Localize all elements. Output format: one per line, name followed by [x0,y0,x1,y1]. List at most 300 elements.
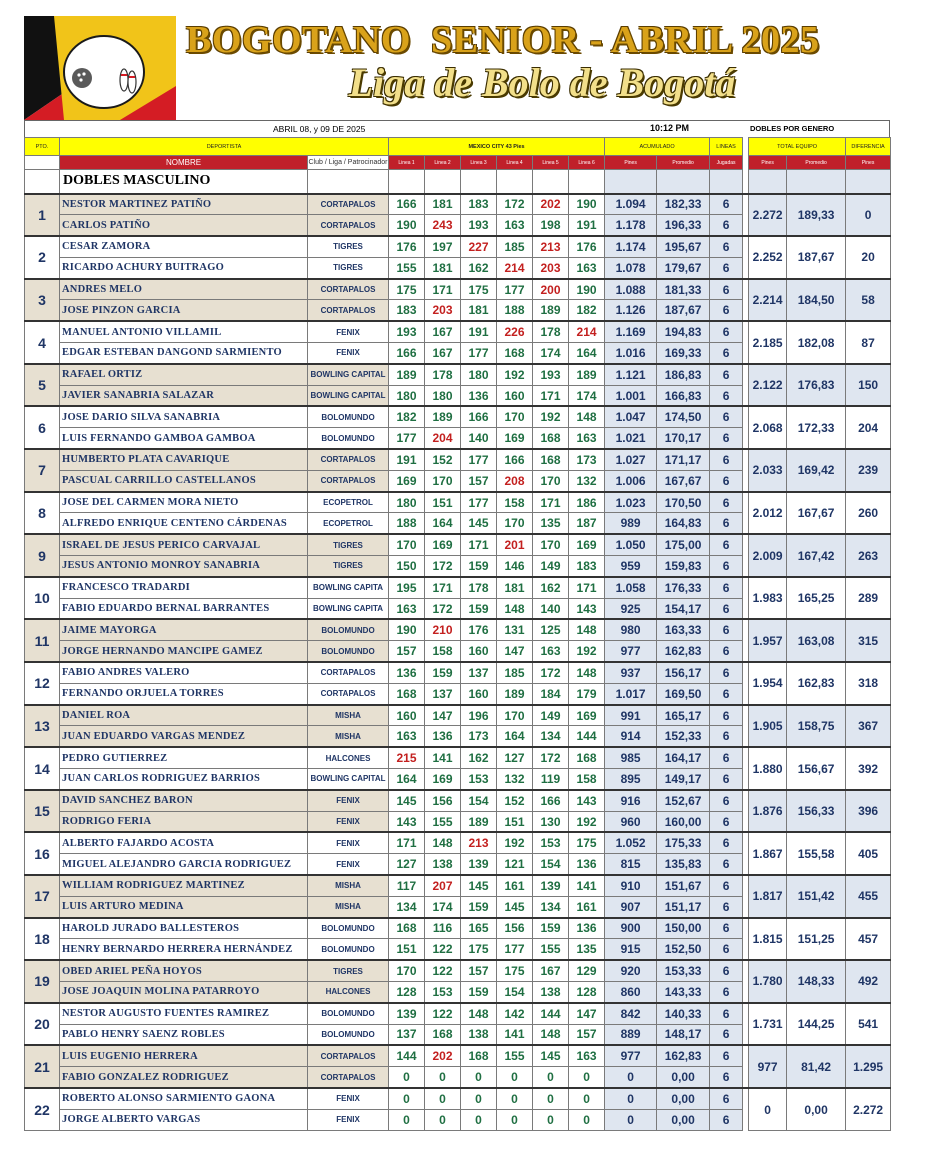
line-score: 164 [389,769,425,790]
line-score: 177 [461,449,497,470]
league-logo [24,16,176,120]
line-score: 172 [533,662,569,683]
venue-header: MEXICO CITY 43 Pies [389,138,605,156]
line-score: 157 [461,470,497,491]
line-score: 177 [389,428,425,449]
team-total-pines: 1.731 [749,1003,787,1046]
line-score: 171 [425,577,461,598]
line-score: 150 [389,556,425,577]
line-score: 163 [389,598,425,619]
player-row [25,534,891,555]
line-score: 214 [569,321,605,342]
line-score: 181 [497,577,533,598]
player-name: HAROLD JURADO BALLESTEROS [60,918,308,939]
player-promedio: 152,67 [657,790,710,811]
team-promedio-header: Promedio [787,156,846,170]
player-club: FENIX [308,790,389,811]
line-score: 153 [461,769,497,790]
player-jugadas: 6 [710,960,743,981]
player-pines: 900 [605,918,657,939]
player-jugadas: 6 [710,513,743,534]
line-score: 147 [497,641,533,662]
line-score: 168 [533,449,569,470]
player-club: FENIX [308,832,389,853]
line-score: 171 [425,279,461,300]
player-club: BOLOMUNDO [308,1024,389,1045]
player-pines: 1.021 [605,428,657,449]
player-club: BOLOMUNDO [308,1003,389,1024]
line-score: 0 [569,1067,605,1088]
team-difference: 405 [846,832,891,875]
section-blank [308,170,389,194]
line-score: 196 [461,705,497,726]
team-total-pines: 1.905 [749,705,787,748]
player-name: LUIS ARTURO MEDINA [60,896,308,917]
player-row [25,960,891,981]
player-row [25,918,891,939]
player-promedio: 186,83 [657,364,710,385]
player-club: CORTAPALOS [308,215,389,236]
player-pines: 980 [605,619,657,640]
line-score: 202 [425,1045,461,1066]
line-score: 144 [533,1003,569,1024]
team-average: 187,67 [787,236,846,279]
line-score: 185 [497,236,533,257]
player-jugadas: 6 [710,492,743,513]
player-name: JAIME MAYORGA [60,619,308,640]
player-club: MISHA [308,726,389,747]
line-score: 177 [461,492,497,513]
team-total-pines: 1.876 [749,790,787,833]
player-promedio: 182,33 [657,194,710,215]
team-difference: 455 [846,875,891,918]
player-promedio: 187,67 [657,300,710,321]
line-score: 159 [461,981,497,1002]
player-jugadas: 6 [710,1024,743,1045]
player-club: FENIX [308,854,389,875]
line-score: 178 [425,364,461,385]
team-pines-header: Pines [749,156,787,170]
line-score: 122 [425,1003,461,1024]
player-club: HALCONES [308,981,389,1002]
player-jugadas: 6 [710,1003,743,1024]
line-score: 168 [461,1045,497,1066]
line-score: 162 [461,747,497,768]
player-name: ANDRES MELO [60,279,308,300]
player-promedio: 162,83 [657,1045,710,1066]
line-score: 192 [497,364,533,385]
player-row [25,619,891,640]
line-score: 149 [533,556,569,577]
player-club: CORTAPALOS [308,194,389,215]
line-score: 128 [389,981,425,1002]
line-score: 180 [461,364,497,385]
player-jugadas: 6 [710,449,743,470]
player-pines: 989 [605,513,657,534]
player-jugadas: 6 [710,556,743,577]
line-score: 174 [425,896,461,917]
player-pines: 1.047 [605,406,657,427]
line-score: 243 [425,215,461,236]
line-score: 165 [461,918,497,939]
player-club: CORTAPALOS [308,1045,389,1066]
line-score: 154 [533,854,569,875]
gap [743,939,749,960]
player-name: FRANCESCO TRADARDI [60,577,308,598]
line-score: 0 [569,1088,605,1109]
player-pines: 1.001 [605,385,657,406]
player-pines: 0 [605,1109,657,1130]
player-promedio: 0,00 [657,1067,710,1088]
line-score: 157 [389,641,425,662]
player-name: PABLO HENRY SAENZ ROBLES [60,1024,308,1045]
event-mode: DOBLES POR GENERO [750,124,835,133]
line-score: 0 [497,1067,533,1088]
line-score: 214 [497,257,533,278]
line-score: 144 [569,726,605,747]
player-pines: 907 [605,896,657,917]
team-total-pines: 1.954 [749,662,787,705]
player-promedio: 169,50 [657,683,710,704]
line-score: 188 [497,300,533,321]
line-score: 135 [533,513,569,534]
line-score: 189 [497,683,533,704]
player-club: CORTAPALOS [308,662,389,683]
line-score: 155 [389,257,425,278]
line-score: 189 [389,364,425,385]
line-score: 0 [389,1109,425,1130]
team-position: 13 [25,705,60,748]
player-row [25,875,891,896]
line-score: 155 [533,939,569,960]
team-total-pines: 1.957 [749,619,787,662]
team-average: 176,83 [787,364,846,407]
line-score: 166 [533,790,569,811]
player-name: JORGE HERNANDO MANCIPE GAMEZ [60,641,308,662]
player-pines: 889 [605,1024,657,1045]
player-promedio: 151,67 [657,875,710,896]
line-score: 153 [533,832,569,853]
league-subtitle: Liga de Bolo de Bogotá [348,60,736,105]
gap [743,257,749,278]
line-score: 160 [389,705,425,726]
player-name: NESTOR MARTINEZ PATIÑO [60,194,308,215]
team-difference: 457 [846,918,891,961]
line-score: 132 [497,769,533,790]
player-promedio: 149,17 [657,769,710,790]
line-score: 171 [533,385,569,406]
player-promedio: 196,33 [657,215,710,236]
player-jugadas: 6 [710,705,743,726]
line-score: 170 [389,960,425,981]
player-promedio: 171,17 [657,449,710,470]
player-promedio: 169,33 [657,343,710,364]
player-club: TIGRES [308,236,389,257]
player-club: BOWLING CAPITAL [308,364,389,385]
team-position: 5 [25,364,60,407]
team-average: 184,50 [787,279,846,322]
team-average: 165,25 [787,577,846,620]
gap [743,769,749,790]
event-time: 10:12 PM [650,123,690,133]
player-pines: 1.121 [605,364,657,385]
team-position: 8 [25,492,60,535]
player-promedio: 140,33 [657,1003,710,1024]
line-score: 192 [569,811,605,832]
team-difference: 150 [846,364,891,407]
player-pines: 925 [605,598,657,619]
player-jugadas: 6 [710,832,743,853]
player-name: JORGE ALBERTO VARGAS [60,1109,308,1130]
player-name: JUAN EDUARDO VARGAS MENDEZ [60,726,308,747]
player-jugadas: 6 [710,1067,743,1088]
player-name: MANUEL ANTONIO VILLAMIL [60,321,308,342]
line-score: 167 [425,343,461,364]
line-score: 130 [533,811,569,832]
line-score: 147 [569,1003,605,1024]
line-score: 155 [425,811,461,832]
line-score: 160 [461,683,497,704]
section-blank [25,170,60,194]
team-position: 7 [25,449,60,492]
team-difference: 239 [846,449,891,492]
diff-pines-header: Pines [846,156,891,170]
line-score: 191 [569,215,605,236]
gap [743,896,749,917]
gap [743,300,749,321]
player-row [25,1045,891,1066]
line-score: 145 [461,513,497,534]
player-pines: 916 [605,790,657,811]
player-promedio: 151,17 [657,896,710,917]
line-score: 171 [389,832,425,853]
player-name: LUIS EUGENIO HERRERA [60,1045,308,1066]
team-difference: 260 [846,492,891,535]
player-pines: 0 [605,1088,657,1109]
team-total-pines: 2.272 [749,194,787,237]
team-position: 4 [25,321,60,364]
player-row [25,236,891,257]
line-score: 159 [425,662,461,683]
line-score: 122 [425,960,461,981]
player-name: CESAR ZAMORA [60,236,308,257]
player-name: PASCUAL CARRILLO CASTELLANOS [60,470,308,491]
team-total-pines: 0 [749,1088,787,1131]
gap [743,428,749,449]
line-score: 188 [389,513,425,534]
line-score: 164 [425,513,461,534]
line-score: 184 [533,683,569,704]
player-jugadas: 6 [710,406,743,427]
line-score: 0 [569,1109,605,1130]
player-name: ALBERTO FAJARDO ACOSTA [60,832,308,853]
player-jugadas: 6 [710,811,743,832]
player-promedio: 150,00 [657,918,710,939]
team-difference: 396 [846,790,891,833]
line-score: 151 [497,811,533,832]
player-promedio: 160,00 [657,811,710,832]
line-score: 139 [389,1003,425,1024]
team-position: 17 [25,875,60,918]
player-name: HUMBERTO PLATA CAVARIQUE [60,449,308,470]
linea1-header: Linea 1 [389,156,425,170]
line-score: 142 [497,1003,533,1024]
line-score: 175 [497,960,533,981]
team-average: 148,33 [787,960,846,1003]
line-score: 170 [497,513,533,534]
player-name: RODRIGO FERIA [60,811,308,832]
lineas-header: LINEAS [710,138,743,156]
team-average: 182,08 [787,321,846,364]
line-score: 138 [461,1024,497,1045]
line-score: 183 [569,556,605,577]
line-score: 128 [569,981,605,1002]
player-club: MISHA [308,896,389,917]
player-club: CORTAPALOS [308,279,389,300]
player-jugadas: 6 [710,896,743,917]
line-score: 189 [425,406,461,427]
line-score: 131 [497,619,533,640]
line-score: 189 [569,364,605,385]
player-row [25,662,891,683]
line-score: 182 [389,406,425,427]
player-promedio: 170,17 [657,428,710,449]
line-score: 154 [461,790,497,811]
player-jugadas: 6 [710,981,743,1002]
gap [743,513,749,534]
player-promedio: 0,00 [657,1109,710,1130]
player-pines: 860 [605,981,657,1002]
line-score: 119 [533,769,569,790]
team-average: 167,67 [787,492,846,535]
line-score: 148 [569,406,605,427]
team-difference: 58 [846,279,891,322]
line-score: 140 [533,598,569,619]
player-name: MIGUEL ALEJANDRO GARCIA RODRIGUEZ [60,854,308,875]
team-difference: 492 [846,960,891,1003]
line-score: 169 [569,534,605,555]
line-score: 170 [389,534,425,555]
report-title: BOGOTANO SENIOR - ABRIL 2025 [186,19,820,61]
player-club: FENIX [308,1088,389,1109]
line-score: 189 [533,300,569,321]
player-promedio: 175,00 [657,534,710,555]
line-score: 193 [533,364,569,385]
line-score: 227 [461,236,497,257]
team-difference: 315 [846,619,891,662]
player-jugadas: 6 [710,385,743,406]
player-row [25,321,891,342]
line-score: 171 [461,534,497,555]
player-promedio: 135,83 [657,854,710,875]
line-score: 176 [569,236,605,257]
results-table [24,137,891,1131]
diferencia-header: DIFERENCIA [846,138,891,156]
player-row [25,364,891,385]
line-score: 192 [569,641,605,662]
team-average: 156,33 [787,790,846,833]
player-pines: 1.078 [605,257,657,278]
line-score: 166 [389,194,425,215]
player-name: ALFREDO ENRIQUE CENTENO CÁRDENAS [60,513,308,534]
player-club: TIGRES [308,257,389,278]
player-club: BOWLING CAPITAL [308,769,389,790]
line-score: 170 [497,406,533,427]
team-difference: 204 [846,406,891,449]
line-score: 192 [497,832,533,853]
player-pines: 1.050 [605,534,657,555]
gap [743,385,749,406]
team-difference: 318 [846,662,891,705]
line-score: 210 [425,619,461,640]
player-row [25,577,891,598]
gap [743,854,749,875]
player-club: CORTAPALOS [308,449,389,470]
gap [743,981,749,1002]
line-score: 137 [389,1024,425,1045]
line-score: 141 [497,1024,533,1045]
player-club: FENIX [308,321,389,342]
line-score: 174 [533,343,569,364]
player-club: MISHA [308,705,389,726]
player-jugadas: 6 [710,300,743,321]
linea6-header: Linea 6 [569,156,605,170]
total-equipo-header: TOTAL EQUIPO [749,138,846,156]
line-score: 226 [497,321,533,342]
line-score: 162 [461,257,497,278]
team-average: 167,42 [787,534,846,577]
player-promedio: 162,83 [657,641,710,662]
player-jugadas: 6 [710,428,743,449]
player-name: FABIO GONZALEZ RODRIGUEZ [60,1067,308,1088]
line-score: 148 [425,832,461,853]
line-score: 157 [461,960,497,981]
team-position: 15 [25,790,60,833]
team-position: 1 [25,194,60,237]
line-score: 167 [533,960,569,981]
line-score: 168 [497,343,533,364]
player-pines: 1.088 [605,279,657,300]
event-dates: ABRIL 08, y 09 DE 2025 [273,124,366,134]
line-score: 134 [533,726,569,747]
line-score: 127 [389,854,425,875]
line-score: 163 [497,215,533,236]
player-club: BOLOMUNDO [308,428,389,449]
player-jugadas: 6 [710,854,743,875]
line-score: 183 [461,194,497,215]
line-score: 145 [389,790,425,811]
team-total-pines: 1.780 [749,960,787,1003]
team-difference: 541 [846,1003,891,1046]
line-score: 0 [461,1088,497,1109]
line-score: 179 [569,683,605,704]
line-score: 138 [533,981,569,1002]
player-pines: 1.023 [605,492,657,513]
player-club: TIGRES [308,556,389,577]
team-total-pines: 2.122 [749,364,787,407]
line-score: 177 [497,279,533,300]
player-jugadas: 6 [710,747,743,768]
line-score: 143 [569,790,605,811]
player-club: FENIX [308,343,389,364]
group-header-row [25,138,891,156]
player-club: FENIX [308,811,389,832]
line-score: 132 [569,470,605,491]
player-promedio: 181,33 [657,279,710,300]
line-score: 162 [533,577,569,598]
player-pines: 1.126 [605,300,657,321]
team-position: 12 [25,662,60,705]
